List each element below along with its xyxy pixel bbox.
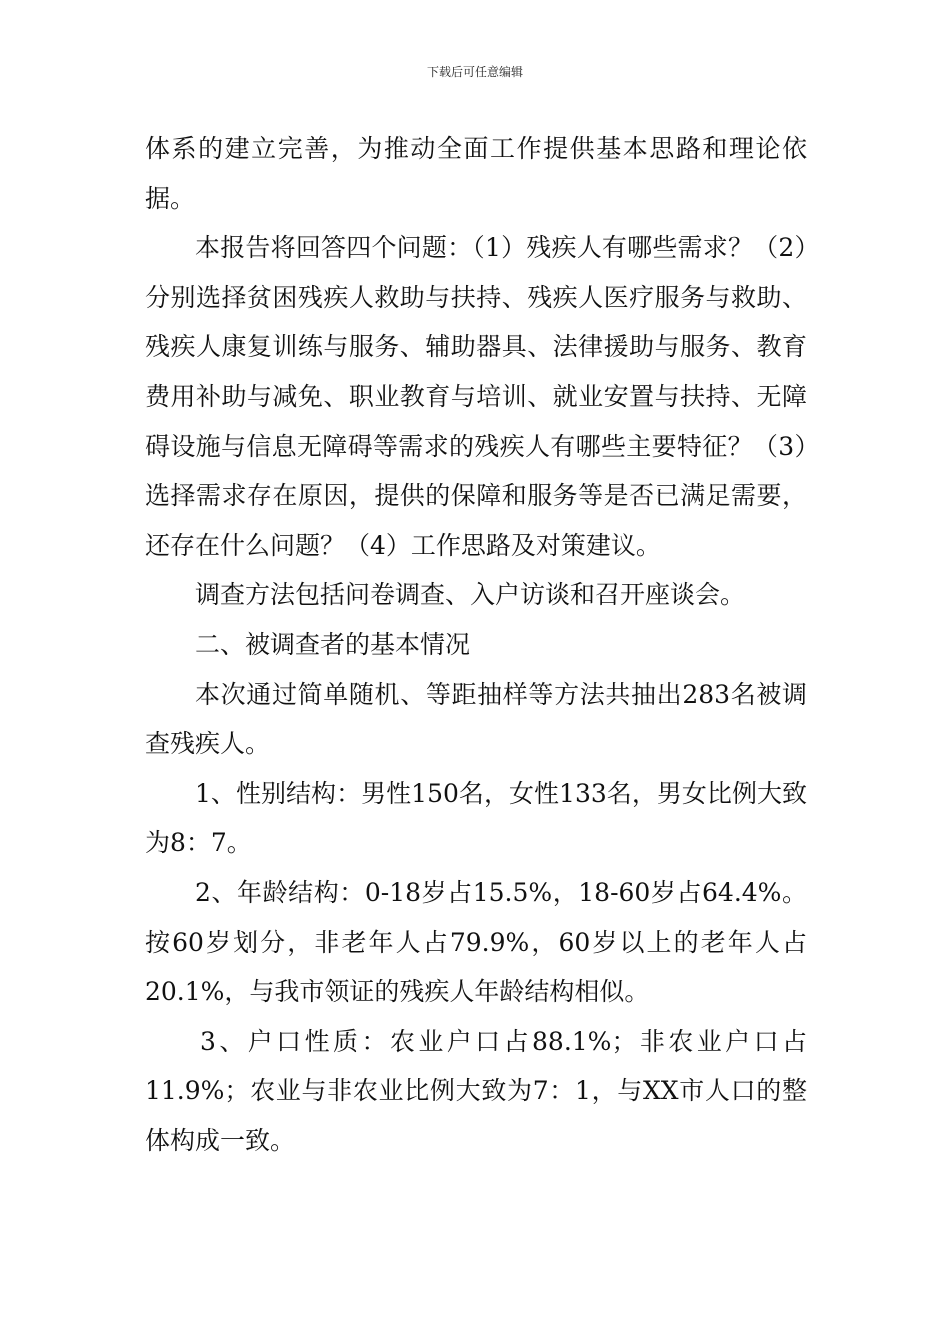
paragraph-questions: 本报告将回答四个问题：（1）残疾人有哪些需求？（2）分别选择贫困残疾人救助与扶持、残疾人医疗服务与救助、残疾人康复训练与服务、辅助器具、法律援助与服务、教育费用补助与减免、职业教育与培训、就业安置与扶持、无障碍设施与信息无障碍等需求的残疾人有哪些主要特征？（3）选择需求存在原因，提供的保障和服务等是否已满足需要，还存在什么问题？（4）工作思路及对策建议。	[145, 233, 807, 560]
paragraph-household: 3、户口性质：农业户口占88.1%；非农业户口占11.9%；农业与非农业比例大致为7：1，与XX市人口的整体构成一致。	[145, 1026, 807, 1155]
paragraph-gender: 1、性别结构：男性150名，女性133名，男女比例大致为8：7。	[145, 778, 807, 858]
document-body	[145, 124, 807, 1165]
section-heading-basic-info: 二、被调查者的基本情况	[195, 629, 471, 659]
paragraph-sampling: 本次通过简单随机、等距抽样等方法共抽出283名被调查残疾人。	[145, 679, 807, 759]
page-header: 下载后可任意编辑	[426, 65, 523, 79]
paragraph-age: 2、年龄结构：0-18岁占15.5%，18-60岁占64.4%。按60岁划分，非老年人占79.9%，60岁以上的老年人占20.1%，与我市领证的残疾人年龄结构相似。	[145, 877, 807, 1007]
paragraph-methods: 调查方法包括问卷调查、入户访谈和召开座谈会。	[195, 580, 746, 610]
paragraph-continuation: 体系的建立完善，为推动全面工作提供基本思路和理论依据。	[145, 134, 807, 213]
